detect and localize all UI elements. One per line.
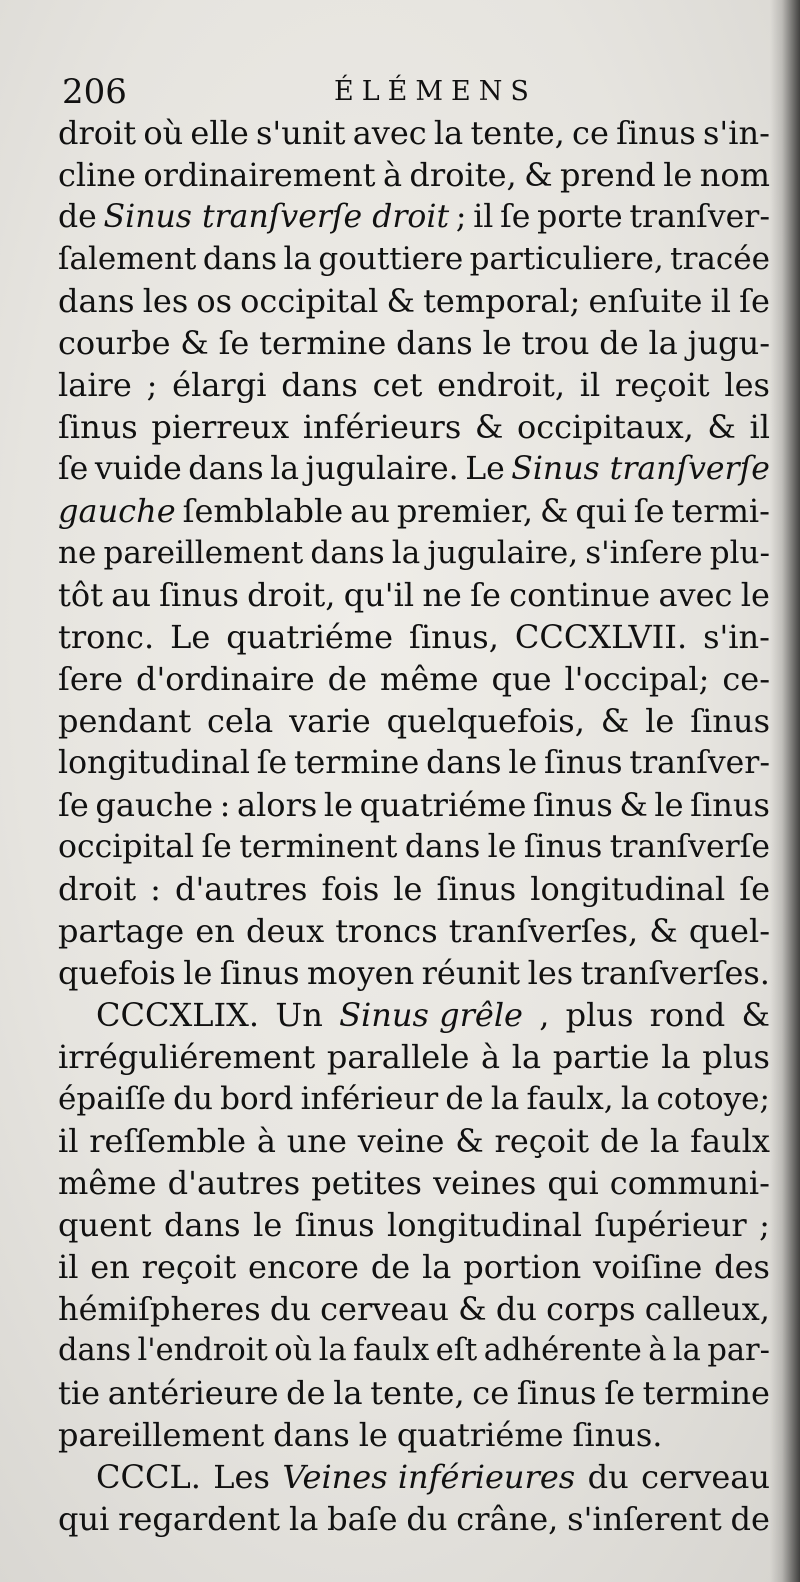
text-line: hémiſpheres du cerveau & du corps calleux, xyxy=(58,1290,770,1328)
text-line: même d'autres petites veines qui communi- xyxy=(58,1164,770,1202)
text-line: épaiſſe du bord inférieur de la faulx, la cotoye; xyxy=(58,1081,770,1117)
text-line: quefois le ſinus moyen réunit les tranſverſes. xyxy=(58,954,770,992)
text-line: longitudinal ſe termine dans le ſinus tranſver- xyxy=(58,745,770,781)
text-line: droit : d'autres fois le ſinus longitudinal ſe xyxy=(58,870,770,908)
text-line: irréguliérement parallele à la partie la plus xyxy=(58,1038,770,1076)
text-line: partage en deux troncs tranſverſes, & quel- xyxy=(58,912,770,950)
text-line: ne pareillement dans la jugulaire, s'inſere plu- xyxy=(58,535,770,571)
page-header xyxy=(62,70,762,114)
text-line: ſere d'ordinaire de même que l'occipal; ce- xyxy=(58,660,770,698)
text-line: tie antérieure de la tente, ce ſinus ſe termine xyxy=(58,1374,770,1412)
text-line: il en reçoit encore de la portion voiſine des xyxy=(58,1248,770,1286)
text-line: il reſſemble à une veine & reçoit de la faulx xyxy=(58,1122,770,1160)
page-gutter-shadow xyxy=(770,0,800,1582)
text-line: cline ordinairement à droite, & prend le nom xyxy=(58,156,770,194)
paragraph-end-line: pareillement dans le quatriéme ſinus. xyxy=(58,1416,663,1454)
text-line: ſinus pierreux inférieurs & occipitaux, & il xyxy=(58,408,770,446)
text-line: ſalement dans la gouttiere particuliere, tracée xyxy=(58,241,770,277)
text-line: pendant cela varie quelquefois, & le ſinus xyxy=(58,702,770,740)
text-line: occipital ſe terminent dans le ſinus tranſverſe xyxy=(58,829,770,865)
text-line: laire ; élargi dans cet endroit, il reçoit les xyxy=(58,366,770,404)
body-text xyxy=(58,112,770,1540)
running-head: ÉLÉMENS xyxy=(334,76,537,107)
text-line: ſe vuide dans la jugulaire. Le Sinus tranſverſe xyxy=(58,451,770,487)
text-line: de Sinus tranſverſe droit ; il ſe porte tranſver- xyxy=(58,199,770,235)
paragraph-start-line: CCCL. Les Veines inférieures du cerveau xyxy=(96,1458,770,1496)
text-line: courbe & ſe termine dans le trou de la jugu- xyxy=(58,324,770,362)
text-line: dans les os occipital & temporal; enſuite il ſe xyxy=(58,282,770,320)
text-line: quent dans le ſinus longitudinal ſupérieur ; xyxy=(58,1206,770,1244)
text-line: tronc. Le quatriéme ſinus, CCCXLVII. s'in- xyxy=(58,618,770,656)
paragraph-start-line: CCCXLIX. Un Sinus grêle , plus rond & xyxy=(96,996,770,1034)
text-line: gauche ſemblable au premier, & qui ſe termi- xyxy=(58,492,770,530)
text-line: qui regardent la baſe du crâne, s'inſerent de xyxy=(58,1500,770,1538)
text-line: dans l'endroit où la faulx eſt adhérente à la par- xyxy=(58,1333,770,1368)
text-line: droit où elle s'unit avec la tente, ce ſinus s'in- xyxy=(58,114,770,152)
text-line: tôt au ſinus droit, qu'il ne ſe continue avec le xyxy=(58,576,770,614)
page-number: 206 xyxy=(62,72,127,112)
text-line: ſe gauche : alors le quatriéme ſinus & le ſinus xyxy=(58,786,770,824)
